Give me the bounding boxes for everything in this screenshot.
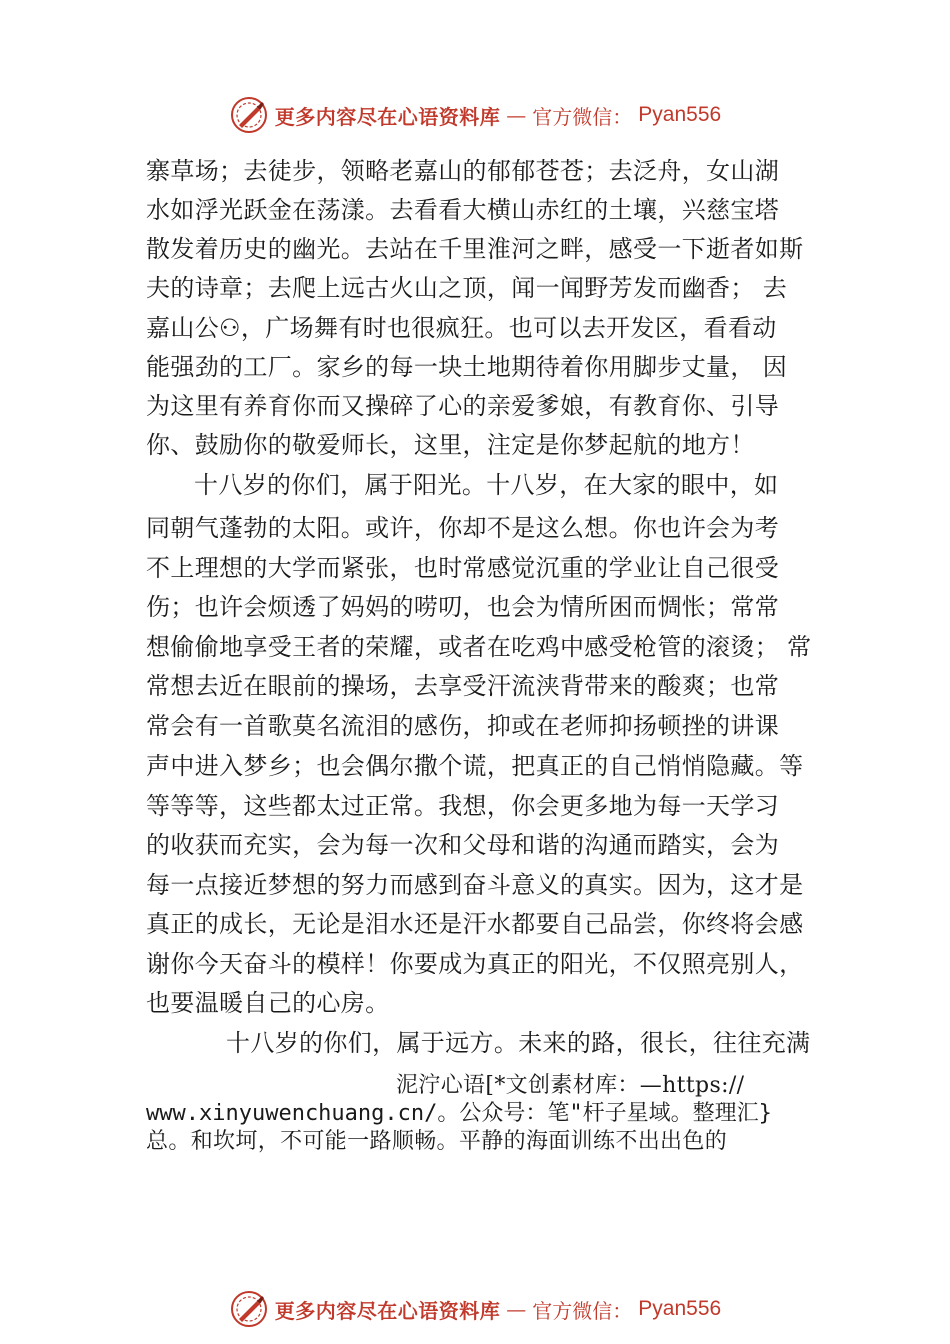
text-line: 的收获而充实，会为每一次和父母和谐的沟通而踏实，会为 <box>146 831 780 859</box>
text-line: 常会有一首歌莫名流泪的感伤，抑或在老师抑扬顿挫的讲课 <box>146 712 780 740</box>
text-line: 不上理想的大学而紧张，也时常感觉沉重的学业让自己很受 <box>146 554 780 582</box>
banner-wechat-id: Pyan556 <box>638 103 722 126</box>
text-line: 为这里有养育你而又操碎了心的亲爱爹娘，有教育你、引导 <box>146 392 780 420</box>
text-line: 你、鼓励你的敬爱师长，这里，注定是你梦起航的地方！ <box>146 431 755 459</box>
text-line: 想偷偷地享受王者的荣耀，或者在吃鸡中感受枪管的滚烫； 常 <box>146 633 812 661</box>
banner-wechat-id: Pyan556 <box>638 1297 722 1320</box>
pen-logo-icon <box>229 95 269 135</box>
paragraph-start-line: 十八岁的你们，属于阳光。十八岁，在大家的眼中，如 <box>194 471 779 499</box>
text-line: 伤；也许会烦透了妈妈的唠叨，也会为情所困而惆怅；常常 <box>146 593 780 621</box>
text-line: 每一点接近梦想的努力而感到奋斗意义的真实。因为，这才是 <box>146 871 804 899</box>
text-line: 寨草场；去徒步，领略老嘉山的郁郁苍苍；去泛舟，女山湖 <box>146 157 780 185</box>
text-line: 散发着历史的幽光。去站在千里淮河之畔，感受一下逝者如斯 <box>146 235 804 263</box>
text-line: 能强劲的工厂。家乡的每一块土地期待着你用脚步丈量， 因 <box>146 353 788 381</box>
pen-logo-icon <box>229 1289 269 1329</box>
banner-title: 更多内容尽在心语资料库 <box>274 104 501 129</box>
text-line: 嘉山公⚇，广场舞有时也很疯狂。也可以去开发区，看看动 <box>146 314 777 342</box>
footer-banner <box>0 1286 950 1332</box>
text-line: 真正的成长，无论是泪水还是汗水都要自己品尝，你终将会感 <box>146 910 804 938</box>
banner-wechat-label: 官方微信： <box>532 1298 633 1323</box>
text-line: 水如浮光跃金在荡漾。去看看大横山赤红的土壤，兴慈宝塔 <box>146 196 780 224</box>
text-line: 同朝气蓬勃的太阳。或许，你却不是这么想。你也许会为考 <box>146 514 780 542</box>
banner-wechat-label: 官方微信： <box>532 104 633 129</box>
text-line: 常想去近在眼前的操场，去享受汗流浃背带来的酸爽；也常 <box>146 672 780 700</box>
header-banner <box>0 92 950 138</box>
banner-separator: — <box>506 103 527 127</box>
text-line: 声中进入梦乡；也会偶尔撒个谎，把真正的自己悄悄隐藏。等 <box>146 752 804 780</box>
text-line: 也要温暖自己的心房。 <box>146 989 390 1017</box>
text-line: 等等等，这些都太过正常。我想，你会更多地为每一天学习 <box>146 792 780 820</box>
text-line: 总。和坎坷，不可能一路顺畅。平静的海面训练不出出色的 <box>146 1129 728 1154</box>
watermark-url-line: www.xinyuwenchuang.cn/。公众号：笔"杆子星域。整理汇} <box>146 1101 772 1126</box>
paragraph-start-line: 十八岁的你们，属于远方。未来的路，很长，往往充满 <box>226 1029 811 1057</box>
banner-separator: — <box>506 1297 527 1321</box>
banner-title: 更多内容尽在心语资料库 <box>274 1298 501 1323</box>
text-line: 谢你今天奋斗的模样！你要成为真正的阳光，不仅照亮别人， <box>146 950 804 978</box>
text-line: 夫的诗章；去爬上远古火山之顶，闻一闻野芳发而幽香； 去 <box>146 274 788 302</box>
watermark-line: 泥泞心语[*文创素材库：—https:// <box>396 1073 745 1098</box>
